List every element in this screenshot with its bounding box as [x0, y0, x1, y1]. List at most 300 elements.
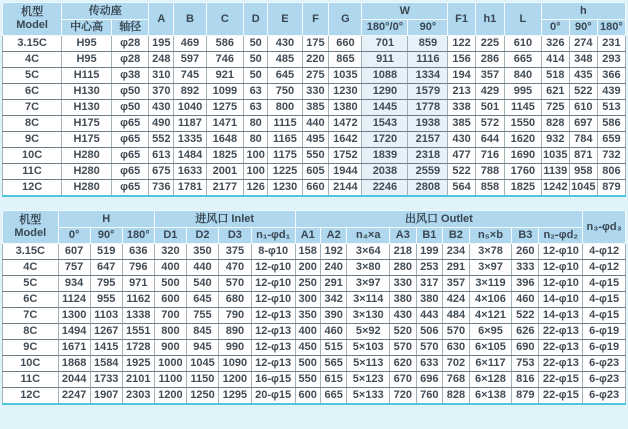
cell: 518	[541, 68, 569, 84]
header-G: G	[329, 3, 362, 36]
cell: 291	[443, 260, 470, 276]
cell: 485	[268, 52, 302, 68]
cell: 1781	[174, 180, 206, 197]
cell: 430	[149, 100, 174, 116]
header-E: E	[268, 3, 302, 36]
cell: 330	[302, 84, 329, 100]
cell: 610	[569, 100, 597, 116]
cell: 620	[390, 356, 417, 372]
cell: 194	[448, 68, 475, 84]
cell: 1472	[329, 116, 362, 132]
cell: 158	[295, 244, 320, 260]
cell: 390	[320, 308, 347, 324]
cell: 3×78	[469, 244, 512, 260]
cell: 522	[512, 308, 539, 324]
cell: 784	[569, 132, 597, 148]
cell: 2101	[122, 372, 154, 388]
cell: 9C	[3, 132, 62, 148]
header-D3: D3	[219, 228, 252, 244]
cell: 540	[186, 276, 218, 292]
header-C: C	[206, 3, 243, 36]
cell: φ65	[112, 148, 149, 164]
cell: 645	[268, 68, 302, 84]
cell: 6×138	[469, 388, 512, 405]
cell: 760	[416, 388, 443, 405]
cell: 430	[448, 132, 475, 148]
cell: 12-φ13	[251, 340, 295, 356]
cell: 1116	[408, 52, 448, 68]
cell: 253	[416, 260, 443, 276]
cell: 644	[475, 132, 504, 148]
cell: 310	[149, 68, 174, 84]
cell: 660	[329, 36, 362, 52]
cell: 20-φ15	[251, 388, 295, 405]
cell: 6C	[3, 292, 59, 308]
cell: 806	[597, 164, 625, 180]
header-A2: A2	[320, 228, 347, 244]
cell: 647	[90, 260, 122, 276]
header-A: A	[149, 3, 174, 36]
cell: φ50	[112, 100, 149, 116]
cell: 12-φ13	[251, 324, 295, 340]
header-h-0: 0°	[541, 20, 569, 36]
cell: 1484	[174, 148, 206, 164]
cell: 1778	[408, 100, 448, 116]
cell: 9C	[3, 340, 59, 356]
header-model	[3, 211, 59, 244]
cell: 12-φ10	[539, 260, 583, 276]
table-row	[3, 372, 626, 388]
cell: 892	[174, 84, 206, 100]
cell: 659	[597, 132, 625, 148]
cell: 1338	[122, 308, 154, 324]
cell: 1090	[219, 356, 252, 372]
cell: 63	[244, 84, 268, 100]
cell: 1825	[505, 180, 542, 197]
cell: 1671	[58, 340, 90, 356]
cell: 450	[295, 340, 320, 356]
header-model-en: Model	[16, 19, 48, 31]
cell: 5×133	[347, 388, 390, 405]
spec-sheet-page	[0, 2, 628, 429]
cell: 675	[149, 164, 174, 180]
cell: 200	[295, 260, 320, 276]
cell: 1099	[206, 84, 243, 100]
cell: 750	[268, 84, 302, 100]
cell: 500	[154, 276, 186, 292]
cell: 515	[320, 340, 347, 356]
cell: 357	[475, 68, 504, 84]
cell: 1471	[206, 116, 243, 132]
table-row	[3, 244, 626, 260]
cell: 348	[569, 52, 597, 68]
cell: 6×117	[469, 356, 512, 372]
cell: 1230	[268, 180, 302, 197]
cell: 370	[149, 84, 174, 100]
table-row	[3, 324, 626, 340]
cell: φ50	[112, 84, 149, 100]
cell: 50	[244, 52, 268, 68]
cell: 1752	[329, 148, 362, 164]
cell: 4-φ12	[583, 244, 626, 260]
cell: 7C	[3, 308, 59, 324]
cell: 3×114	[347, 292, 390, 308]
cell: 1035	[329, 68, 362, 84]
cell: 1295	[219, 388, 252, 405]
cell: 12-φ13	[251, 308, 295, 324]
cell: 690	[512, 340, 539, 356]
cell: 630	[443, 340, 470, 356]
cell: 645	[186, 292, 218, 308]
cell: 126	[244, 180, 268, 197]
cell: 1760	[505, 164, 542, 180]
cell: 1200	[154, 388, 186, 405]
cell: 1100	[154, 372, 186, 388]
cell: 3×130	[347, 308, 390, 324]
cell: 3×119	[469, 276, 512, 292]
cell: 4C	[3, 52, 62, 68]
table-row	[3, 68, 626, 84]
table-row	[3, 260, 626, 276]
cell: 430	[268, 36, 302, 52]
cell: 400	[154, 260, 186, 276]
cell: 3×97	[469, 260, 512, 276]
cell: 1124	[58, 292, 90, 308]
cell: 522	[569, 84, 597, 100]
cell: 800	[154, 324, 186, 340]
cell: 720	[390, 388, 417, 405]
cell: 633	[416, 356, 443, 372]
header-n3-d3: n₃-φd₃	[583, 211, 626, 244]
cell: 469	[174, 36, 206, 52]
header-B3: B3	[512, 228, 539, 244]
cell: 380	[416, 292, 443, 308]
cell: 613	[149, 148, 174, 164]
cell: 1175	[268, 148, 302, 164]
cell: 911	[362, 52, 408, 68]
header-h-90: 90°	[569, 20, 597, 36]
cell: 2303	[122, 388, 154, 405]
cell: 275	[302, 68, 329, 84]
cell: 934	[58, 276, 90, 292]
cell: 753	[512, 356, 539, 372]
cell: 22-φ15	[539, 372, 583, 388]
cell: 1728	[122, 340, 154, 356]
cell: H280	[62, 180, 112, 197]
cell: 234	[443, 244, 470, 260]
cell: 1334	[408, 68, 448, 84]
header-D1: D1	[154, 228, 186, 244]
cell: 1938	[408, 116, 448, 132]
cell: 375	[219, 244, 252, 260]
cell: 845	[186, 324, 218, 340]
table-row	[3, 116, 626, 132]
cell: 995	[505, 84, 542, 100]
cell: 22-φ15	[539, 388, 583, 405]
cell: 1187	[174, 116, 206, 132]
cell: 3×64	[347, 244, 390, 260]
cell: 22-φ13	[539, 324, 583, 340]
table-row	[3, 164, 626, 180]
cell: 2157	[408, 132, 448, 148]
header-h-group: h	[541, 3, 625, 20]
cell: 788	[475, 164, 504, 180]
cell: 1584	[90, 356, 122, 372]
cell: 701	[362, 36, 408, 52]
cell: 1648	[206, 132, 243, 148]
cell: 859	[408, 36, 448, 52]
cell: 1165	[268, 132, 302, 148]
cell: 286	[475, 52, 504, 68]
header-model-en: Model	[14, 227, 47, 239]
cell: 570	[219, 276, 252, 292]
cell: 63	[244, 100, 268, 116]
cell: 490	[149, 116, 174, 132]
cell: 879	[512, 388, 539, 405]
cell: 2808	[408, 180, 448, 197]
cell: 248	[149, 52, 174, 68]
cell: 665	[505, 52, 542, 68]
cell: 795	[90, 276, 122, 292]
cell: 320	[154, 244, 186, 260]
header-L: L	[505, 3, 542, 36]
cell: 430	[390, 308, 417, 324]
cell: 716	[475, 148, 504, 164]
cell: 5×123	[347, 372, 390, 388]
header-n1-d1: n₁-φd₁	[251, 228, 295, 244]
cell: 435	[569, 68, 597, 84]
cell: 610	[505, 36, 542, 52]
cell: 702	[443, 356, 470, 372]
header-drive-seat-group: 传动座	[62, 3, 149, 20]
cell: 195	[149, 36, 174, 52]
cell: 1925	[122, 356, 154, 372]
table-row	[3, 292, 626, 308]
cell: 12-φ10	[251, 276, 295, 292]
cell: 1230	[329, 84, 362, 100]
cell: 484	[443, 308, 470, 324]
cell: 11C	[3, 372, 59, 388]
cell: 429	[475, 84, 504, 100]
cell: φ65	[112, 180, 149, 197]
header-W-group: W	[362, 3, 448, 20]
cell: 506	[416, 324, 443, 340]
cell: 768	[443, 372, 470, 388]
cell: 565	[320, 356, 347, 372]
cell: 156	[448, 52, 475, 68]
cell: 350	[295, 308, 320, 324]
cell: 1494	[58, 324, 90, 340]
cell: 607	[58, 244, 90, 260]
cell: 879	[597, 180, 625, 197]
cell: 2247	[58, 388, 90, 405]
cell: 385	[448, 116, 475, 132]
cell: 586	[597, 116, 625, 132]
cell: 600	[154, 292, 186, 308]
cell: 366	[597, 68, 625, 84]
cell: 100	[244, 148, 268, 164]
cell: 6-φ23	[583, 388, 626, 405]
header-outlet-group: 出风口 Outlet	[295, 211, 583, 228]
cell: 1690	[505, 148, 542, 164]
cell: 626	[512, 324, 539, 340]
cell: 14-φ13	[539, 308, 583, 324]
cell: 1579	[408, 84, 448, 100]
cell: 1200	[219, 372, 252, 388]
table-row	[3, 84, 626, 100]
cell: 5C	[3, 68, 62, 84]
header-H-180: 180°	[122, 228, 154, 244]
cell: 725	[541, 100, 569, 116]
header-W-90: 90°	[408, 20, 448, 36]
cell: 14-φ10	[539, 292, 583, 308]
cell: 16-φ15	[251, 372, 295, 388]
cell: 220	[302, 52, 329, 68]
table-row	[3, 100, 626, 116]
cell: 4×106	[469, 292, 512, 308]
cell: 736	[149, 180, 174, 197]
header-n2-d2: n₂-φd₂	[539, 228, 583, 244]
cell: 8C	[3, 324, 59, 340]
cell: 80	[244, 116, 268, 132]
cell: 828	[443, 388, 470, 405]
cell: 1868	[58, 356, 90, 372]
cell: 7C	[3, 100, 62, 116]
cell: 122	[448, 36, 475, 52]
cell: 550	[295, 372, 320, 388]
cell: 1045	[186, 356, 218, 372]
cell: 199	[416, 244, 443, 260]
cell: 932	[541, 132, 569, 148]
cell: 621	[541, 84, 569, 100]
header-n4-a: n₄×a	[347, 228, 390, 244]
cell: 697	[569, 116, 597, 132]
cell: 12-φ13	[251, 356, 295, 372]
header-model-zh: 机型	[21, 6, 44, 19]
cell: 519	[90, 244, 122, 260]
cell: 6-φ23	[583, 356, 626, 372]
cell: 660	[302, 180, 329, 197]
cell: 350	[186, 244, 218, 260]
header-model-zh: 机型	[19, 214, 42, 227]
table-row	[3, 148, 626, 164]
cell: H130	[62, 84, 112, 100]
cell: 470	[219, 260, 252, 276]
cell: 22-φ13	[539, 340, 583, 356]
cell: 12C	[3, 388, 59, 405]
cell: 800	[268, 100, 302, 116]
cell: 746	[206, 52, 243, 68]
cell: 8C	[3, 116, 62, 132]
cell: 890	[219, 324, 252, 340]
cell: 871	[569, 148, 597, 164]
cell: 790	[219, 308, 252, 324]
header-H-0: 0°	[58, 228, 90, 244]
header-W-180-0: 180°/0°	[362, 20, 408, 36]
cell: H175	[62, 116, 112, 132]
cell: 900	[154, 340, 186, 356]
cell: 240	[320, 260, 347, 276]
cell: 1825	[206, 148, 243, 164]
cell: 4C	[3, 260, 59, 276]
cell: 12C	[3, 180, 62, 197]
cell: 552	[149, 132, 174, 148]
cell: 1300	[58, 308, 90, 324]
cell: 50	[244, 36, 268, 52]
cell: 1380	[329, 100, 362, 116]
cell: H130	[62, 100, 112, 116]
cell: 291	[320, 276, 347, 292]
table-row	[3, 340, 626, 356]
header-h-180: 180°	[597, 20, 625, 36]
cell: 1415	[90, 340, 122, 356]
cell: 1335	[174, 132, 206, 148]
cell: 5×103	[347, 340, 390, 356]
cell: 443	[416, 308, 443, 324]
cell: 2177	[206, 180, 243, 197]
cell: 175	[302, 36, 329, 52]
cell: 1550	[505, 116, 542, 132]
cell: 615	[320, 372, 347, 388]
cell: 572	[475, 116, 504, 132]
cell: 605	[302, 164, 329, 180]
cell: 342	[320, 292, 347, 308]
cell: 100	[244, 164, 268, 180]
table-row	[3, 52, 626, 68]
cell: 80	[244, 132, 268, 148]
header-B2: B2	[443, 228, 470, 244]
cell: 50	[244, 68, 268, 84]
cell: 1290	[362, 84, 408, 100]
header-center-height: 中心高	[62, 20, 112, 36]
cell: 4-φ15	[583, 292, 626, 308]
cell: 665	[320, 388, 347, 405]
cell: 4-φ12	[583, 260, 626, 276]
cell: 520	[390, 324, 417, 340]
cell: 12-φ10	[539, 276, 583, 292]
cell: 1139	[541, 164, 569, 180]
cell: 1839	[362, 148, 408, 164]
cell: 10C	[3, 148, 62, 164]
cell: H175	[62, 132, 112, 148]
cell: 1103	[90, 308, 122, 324]
cell: 460	[320, 324, 347, 340]
table-row	[3, 276, 626, 292]
cell: 796	[122, 260, 154, 276]
cell: 1088	[362, 68, 408, 84]
cell: 757	[58, 260, 90, 276]
cell: 816	[512, 372, 539, 388]
cell: 955	[90, 292, 122, 308]
cell: 828	[541, 116, 569, 132]
cell: 700	[154, 308, 186, 324]
cell: 6-φ23	[583, 372, 626, 388]
table-row	[3, 308, 626, 324]
cell: 6×95	[469, 324, 512, 340]
header-D2: D2	[186, 228, 218, 244]
cell: 460	[512, 292, 539, 308]
cell: 958	[569, 164, 597, 180]
cell: 2318	[408, 148, 448, 164]
header-shaft-diameter: 轴径	[112, 20, 149, 36]
cell: 2246	[362, 180, 408, 197]
cell: 225	[475, 36, 504, 52]
cell: 732	[597, 148, 625, 164]
cell: 326	[541, 36, 569, 52]
cell: 5×113	[347, 356, 390, 372]
cell: 1907	[90, 388, 122, 405]
cell: 12-φ10	[539, 244, 583, 260]
